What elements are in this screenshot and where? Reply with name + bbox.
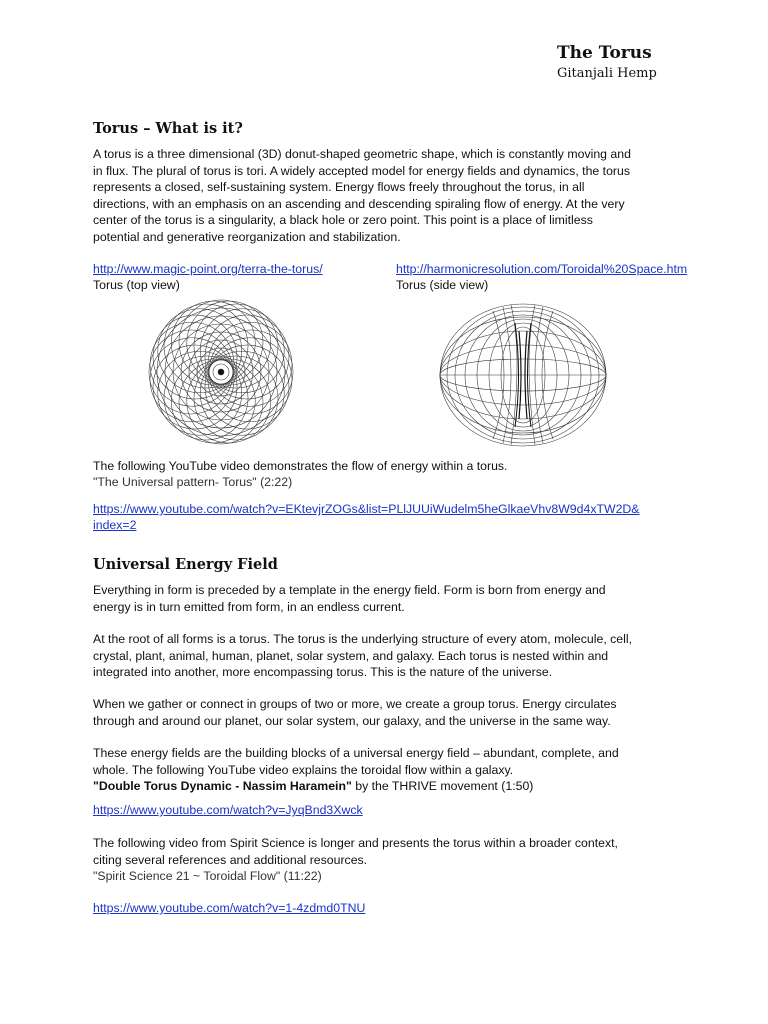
video1-url-line2[interactable]: index=2 — [93, 518, 137, 532]
text-line: potential and generative reorganization and stabilization. — [93, 229, 401, 244]
text-line: crystal, plant, animal, human, planet, solar system, and galaxy. Each torus is nested within and — [93, 648, 609, 663]
torus-side-view-caption: Torus (side view) — [396, 278, 489, 292]
magic-point-link[interactable]: http://www.magic-point.org/terra-the-torus/ — [93, 262, 323, 276]
harmonic-resolution-link[interactable]: http://harmonicresolution.com/Toroidal%20Space.htm — [396, 262, 688, 276]
text-line: citing several references and additional resources. — [93, 852, 368, 867]
text-line: directions, with an emphasis on an ascending and descending spiraling flow of energy. At the very — [93, 196, 625, 211]
text-line: At the root of all forms is a torus. The torus is the underlying structure of every atom, molecule, cell, — [93, 632, 633, 646]
video1-title: "The Universal pattern- Torus" (2:22) — [93, 475, 293, 489]
video2-title: "Double Torus Dynamic - Nassim Haramein" — [93, 779, 352, 793]
video2-suffix: by the THRIVE movement (1:50) — [351, 779, 534, 793]
text-line: through and around our planet, our solar system, our galaxy, and the universe in the same way. — [93, 713, 611, 728]
video1-intro: The following YouTube video demonstrates the flow of energy within a torus. — [93, 459, 508, 473]
text-line: A torus is a three dimensional (3D) donut-shaped geometric shape, which is constantly moving and — [93, 147, 631, 161]
text-line: whole. The following YouTube video explains the toroidal flow within a galaxy. — [93, 762, 514, 777]
document-author: Gitanjali Hemp — [557, 66, 657, 81]
torus-side-view-image — [438, 300, 608, 450]
text-line: When we gather or connect in groups of two or more, we create a group torus. Energy circulates — [93, 697, 617, 711]
spirit-science-paragraph — [93, 835, 693, 885]
text-line: integrated into another, more encompassing torus. This is the nature of the universe. — [93, 665, 553, 679]
text-line: center of the torus is a singularity, a black hole or zero point. This point is a place of limitless — [93, 213, 593, 227]
text-line: Everything in form is preceded by a template in the energy field. Form is born from energy and — [93, 583, 606, 597]
video3-title: "Spirit Science 21 ~ Toroidal Flow" (11:22) — [93, 869, 322, 883]
energy-field-paragraph-2 — [93, 631, 693, 681]
torus-definition-paragraph — [93, 146, 693, 245]
energy-field-paragraph-4 — [93, 745, 693, 795]
text-line: in flux. The plural of torus is tori. A widely accepted model for energy fields and dynamics, the torus — [93, 163, 631, 178]
energy-field-paragraph-3 — [93, 696, 693, 729]
text-line: energy is in turn emitted from form, in an endless current. — [93, 599, 405, 614]
section-heading-universal-energy-field: Universal Energy Field — [93, 556, 278, 573]
video1-url-line1[interactable]: https://www.youtube.com/watch?v=EKtevjrZOGs&list=PLlJUUiWudelm5heGlkaeVhv8W9d4xTW2D& — [93, 502, 640, 516]
document-title: The Torus — [557, 43, 652, 63]
video3-url[interactable]: https://www.youtube.com/watch?v=1-4zdmd0TNU — [93, 901, 366, 915]
text-line: The following video from Spirit Science is longer and presents the torus within a broader context, — [93, 836, 618, 850]
text-line: These energy fields are the building blocks of a universal energy field – abundant, complete, and — [93, 746, 619, 760]
torus-top-view-image — [138, 298, 304, 446]
energy-field-paragraph-1 — [93, 582, 693, 615]
text-line: represents a closed, self-sustaining system. Energy flows freely throughout the torus, in all — [93, 180, 585, 194]
section-heading-torus: Torus – What is it? — [93, 120, 243, 137]
video2-credit — [93, 778, 693, 795]
video2-url[interactable]: https://www.youtube.com/watch?v=JyqBnd3Xwck — [93, 803, 363, 817]
torus-top-view-caption: Torus (top view) — [93, 278, 180, 292]
title-block — [557, 42, 657, 82]
